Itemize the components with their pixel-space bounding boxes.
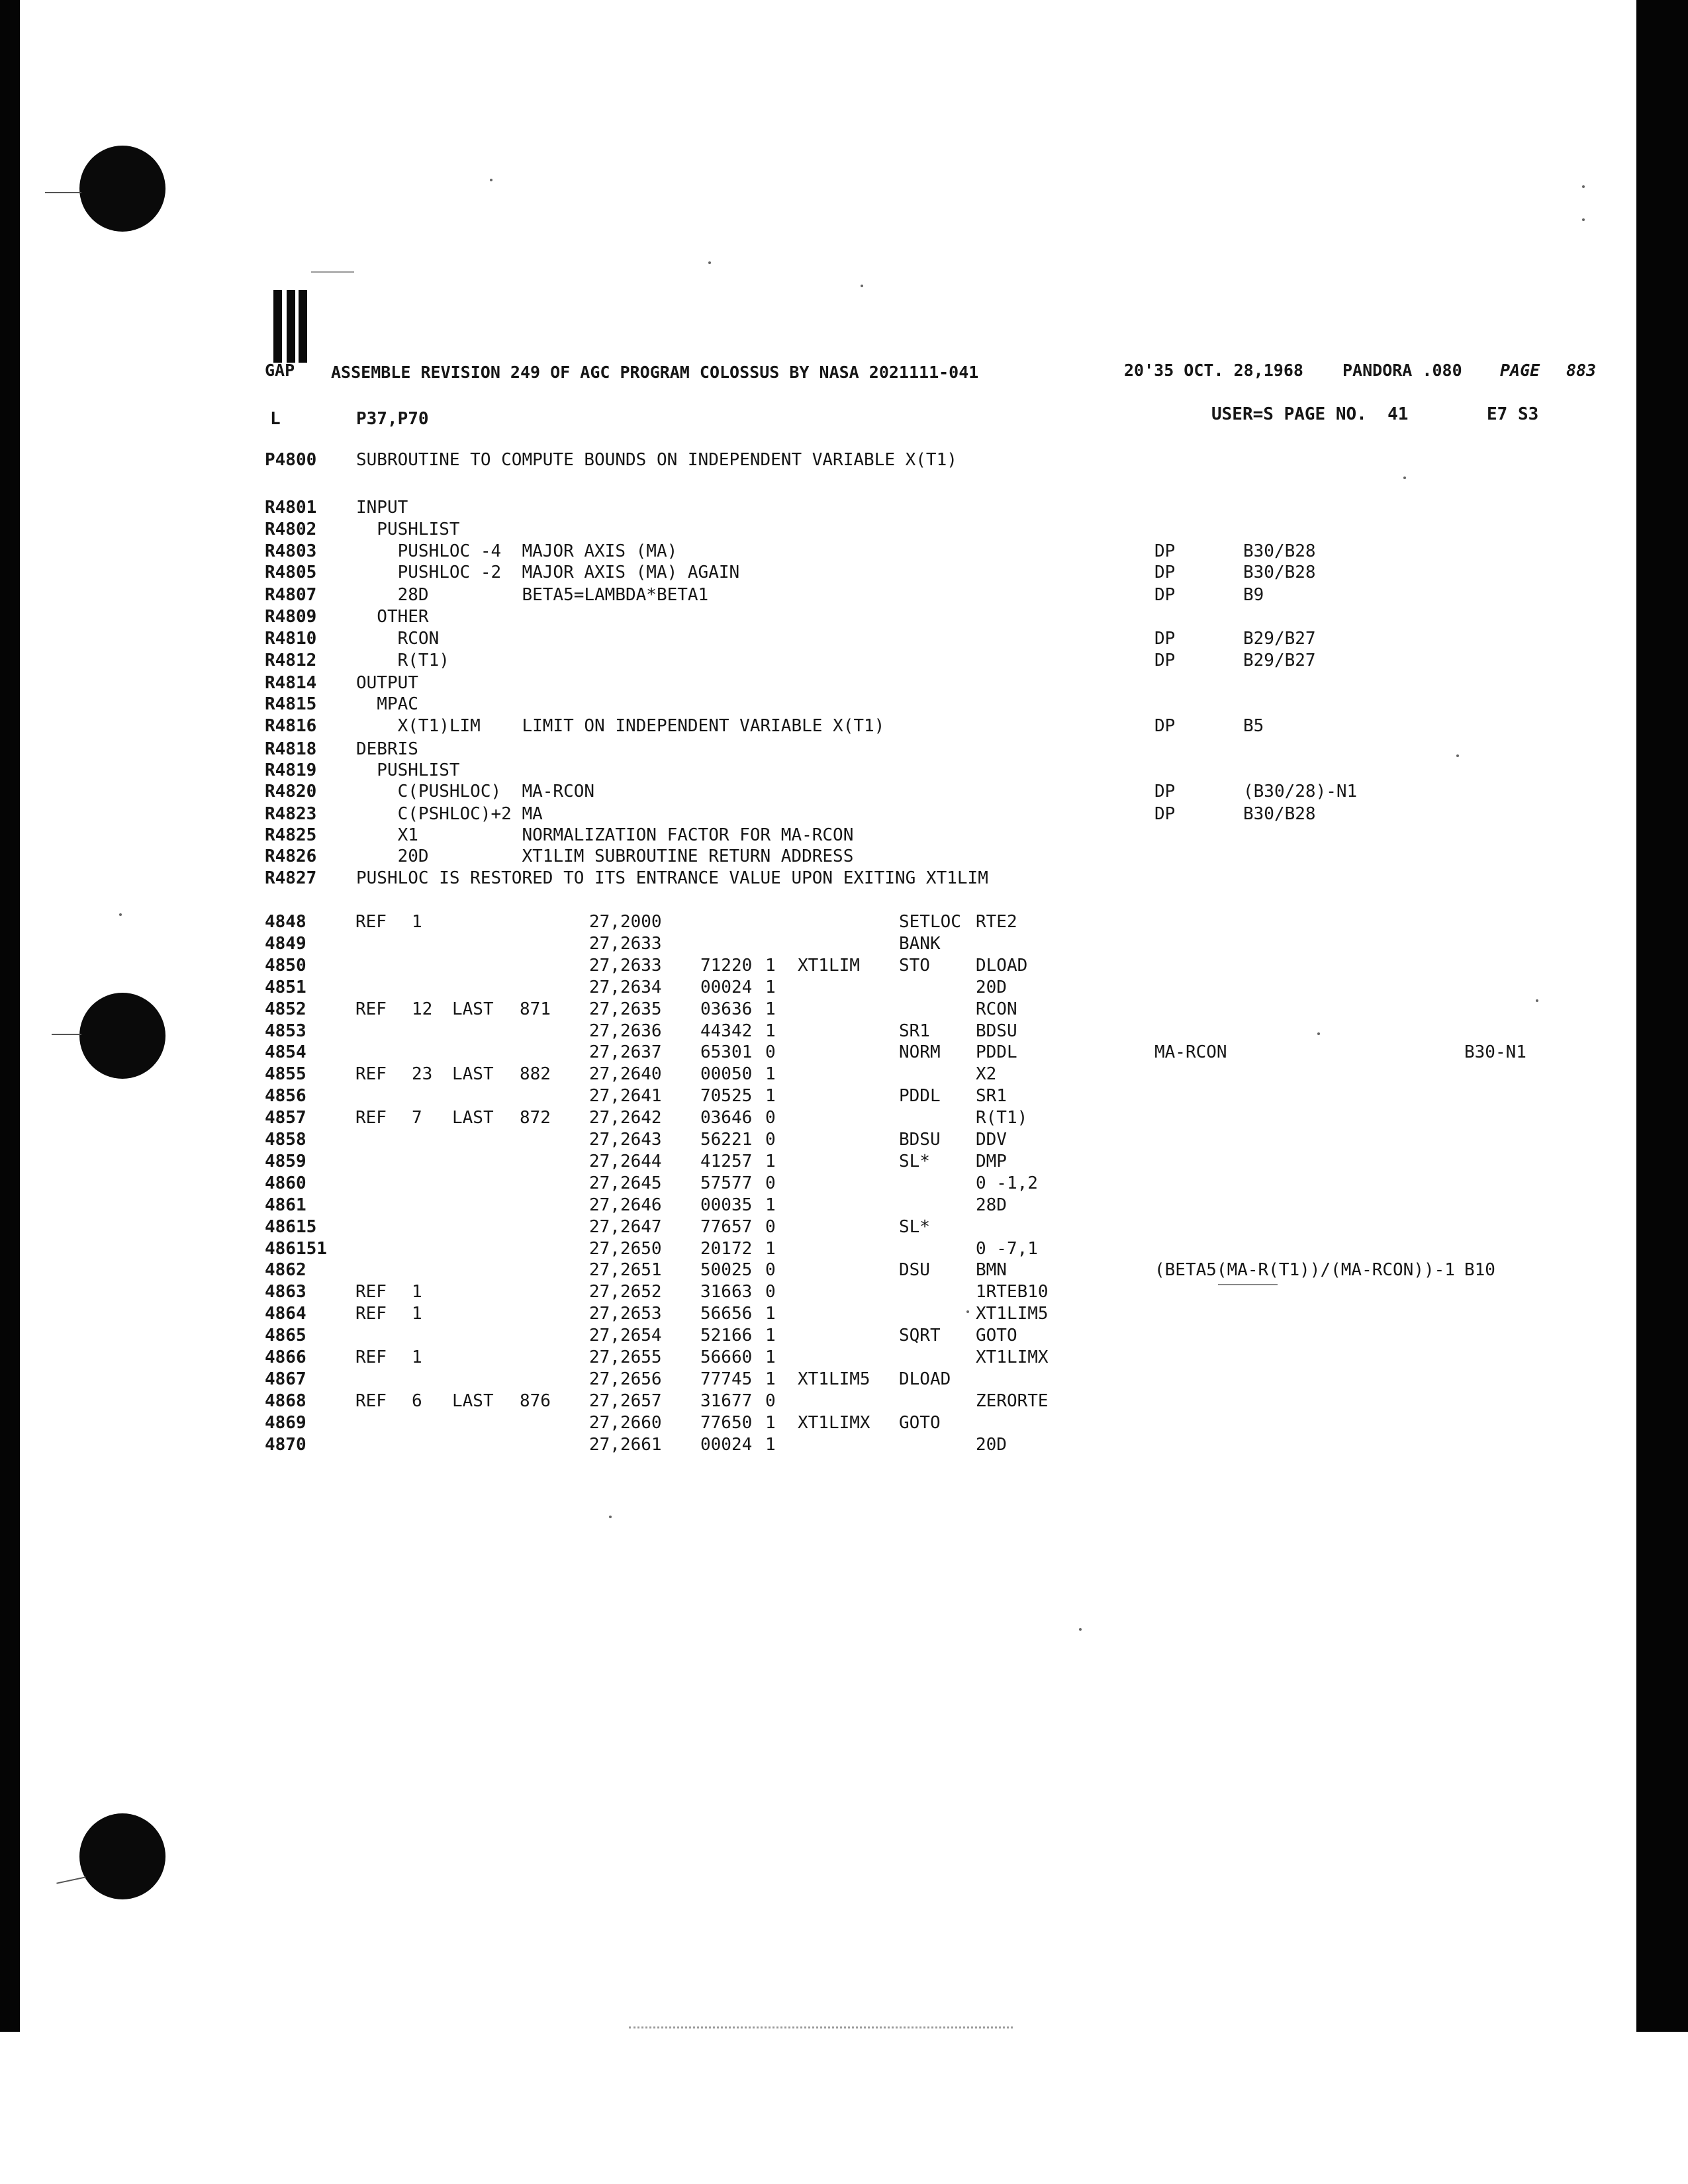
address: 27,2640 (589, 1064, 662, 1084)
operand: BDSU (976, 1021, 1017, 1041)
listing-row (0, 999, 1688, 1021)
operand: DLOAD (976, 956, 1028, 976)
remark-scale: (B30/28)-N1 (1243, 782, 1358, 801)
operand: X2 (976, 1064, 997, 1084)
remark-text: RCON (356, 629, 440, 649)
punch-hole-top (79, 146, 165, 232)
listing-row (0, 934, 1688, 956)
listing-row (0, 1347, 1688, 1369)
address: 27,2652 (589, 1282, 662, 1302)
remark-row (0, 825, 1688, 847)
listing-row (0, 1086, 1688, 1108)
line-number: 4857 (265, 1108, 306, 1128)
listing-row (0, 1217, 1688, 1239)
octal-word: 77657 (700, 1217, 753, 1237)
remark-text: SUBROUTINE TO COMPUTE BOUNDS ON INDEPENDENT VARIABLE X(T1) (356, 450, 957, 470)
octal-word: 00050 (700, 1064, 753, 1084)
word-flag: 1 (765, 1021, 776, 1041)
ref-count: 12 (412, 999, 433, 1019)
octal-word: 41257 (700, 1152, 753, 1171)
scale: B30-N1 (1464, 1042, 1526, 1062)
scan-mark (311, 271, 354, 273)
octal-word: 50025 (700, 1260, 753, 1280)
remark-text: 28D BETA5=LAMBDA*BETA1 (356, 585, 709, 605)
remark-scale: B29/B27 (1243, 629, 1316, 649)
ref-marker: REF (355, 1391, 387, 1411)
last-page: 872 (520, 1108, 551, 1128)
address: 27,2654 (589, 1326, 662, 1345)
remark-row (0, 739, 1688, 761)
line-number: 4862 (265, 1260, 306, 1280)
octal-word: 57577 (700, 1173, 753, 1193)
remark-row (0, 498, 1688, 520)
octal-word: 52166 (700, 1326, 753, 1345)
remark-row (0, 520, 1688, 541)
remark-id: R4805 (265, 563, 317, 582)
scan-speck (708, 261, 711, 264)
opcode: BDSU (899, 1130, 941, 1150)
listing-row (0, 1195, 1688, 1217)
octal-word: 03636 (700, 999, 753, 1019)
ref-marker: REF (355, 1304, 387, 1324)
remark-id: R4815 (265, 694, 317, 714)
remark-scale: B30/B28 (1243, 541, 1316, 561)
operand: 0 -7,1 (976, 1239, 1038, 1259)
last-page: 871 (520, 999, 551, 1019)
listing-row (0, 1239, 1688, 1261)
line-number: 4860 (265, 1173, 306, 1193)
label: XT1LIMX (798, 1413, 870, 1433)
header-title: ASSEMBLE REVISION 249 OF AGC PROGRAM COLOSSUS BY NASA 2021111-041 (331, 363, 979, 382)
subheader-code: P37,P70 (356, 409, 429, 429)
remark-text: INPUT (356, 498, 408, 518)
remark-text: X(T1)LIM LIMIT ON INDEPENDENT VARIABLE X(T1) (356, 716, 885, 736)
remark-id: R4809 (265, 607, 317, 627)
opcode: SQRT (899, 1326, 941, 1345)
remark-type: DP (1154, 629, 1176, 649)
remark-type: DP (1154, 585, 1176, 605)
remark-text: PUSHLOC -4 MAJOR AXIS (MA) (356, 541, 678, 561)
octal-word: 00024 (700, 978, 753, 997)
word-flag: 1 (765, 1369, 776, 1389)
listing-row (0, 912, 1688, 934)
word-flag: 1 (765, 1064, 776, 1084)
word-flag: 0 (765, 1108, 776, 1128)
opcode: SETLOC (899, 912, 961, 932)
line-number: 4864 (265, 1304, 306, 1324)
address: 27,2655 (589, 1347, 662, 1367)
opcode: BANK (899, 934, 941, 954)
remark-id: R4818 (265, 739, 317, 759)
remark-text: MPAC (356, 694, 418, 714)
scan-speck (1403, 477, 1406, 479)
listing-row (0, 1282, 1688, 1304)
line-number: 4856 (265, 1086, 306, 1106)
remark-type: DP (1154, 782, 1176, 801)
line-number: 4867 (265, 1369, 306, 1389)
remark-row (0, 673, 1688, 695)
operand: R(T1) (976, 1108, 1028, 1128)
registration-mark-icon (261, 290, 308, 363)
remark-id: R4807 (265, 585, 317, 605)
word-flag: 1 (765, 1152, 776, 1171)
line-number: 486151 (265, 1239, 327, 1259)
ref-count: 1 (412, 1282, 422, 1302)
remark-row (0, 607, 1688, 629)
remark-row (0, 563, 1688, 584)
remark-text: C(PUSHLOC) MA-RCON (356, 782, 595, 801)
last-marker: LAST (452, 1108, 494, 1128)
comment: MA-RCON (1154, 1042, 1227, 1062)
listing-row (0, 1042, 1688, 1064)
operand: SR1 (976, 1086, 1007, 1106)
last-page: 882 (520, 1064, 551, 1084)
remark-type: DP (1154, 541, 1176, 561)
remark-id: R4823 (265, 804, 317, 824)
subheader-right-code: E7 S3 (1487, 404, 1539, 424)
octal-word: 65301 (700, 1042, 753, 1062)
operand: 28D (976, 1195, 1007, 1215)
word-flag: 0 (765, 1130, 776, 1150)
header-prefix: GAP (265, 361, 295, 380)
address: 27,2647 (589, 1217, 662, 1237)
scan-speck (1582, 185, 1585, 188)
line-number: 4865 (265, 1326, 306, 1345)
line-number: 4851 (265, 978, 306, 997)
scan-speck (1582, 218, 1585, 221)
ref-marker: REF (355, 999, 387, 1019)
line-number: 48615 (265, 1217, 317, 1237)
remark-text: PUSHLOC -2 MAJOR AXIS (MA) AGAIN (356, 563, 740, 582)
line-number: 4870 (265, 1435, 306, 1455)
word-flag: 1 (765, 1304, 776, 1324)
octal-word: 56221 (700, 1130, 753, 1150)
listing-row (0, 1413, 1688, 1435)
remark-row (0, 694, 1688, 716)
remark-scale: B30/B28 (1243, 804, 1316, 824)
listing-row (0, 1369, 1688, 1391)
word-flag: 0 (765, 1042, 776, 1062)
octal-word: 20172 (700, 1239, 753, 1259)
line-number: 4854 (265, 1042, 306, 1062)
operand: RTE2 (976, 912, 1017, 932)
opcode: SR1 (899, 1021, 930, 1041)
remark-text: C(PSHLOC)+2 MA (356, 804, 543, 824)
word-flag: 1 (765, 1195, 776, 1215)
operand: XT1LIM5 (976, 1304, 1049, 1324)
remark-id: R4819 (265, 760, 317, 780)
listing-row (0, 1173, 1688, 1195)
scan-speck (490, 179, 492, 181)
remark-scale: B30/B28 (1243, 563, 1316, 582)
remark-id: R4814 (265, 673, 317, 693)
address: 27,2656 (589, 1369, 662, 1389)
opcode: GOTO (899, 1413, 941, 1433)
operand: DDV (976, 1130, 1007, 1150)
address: 27,2646 (589, 1195, 662, 1215)
listing-row (0, 1108, 1688, 1130)
last-marker: LAST (452, 1391, 494, 1411)
remark-row (0, 804, 1688, 826)
listing-row (0, 1304, 1688, 1326)
punch-hole-bottom (79, 1813, 165, 1899)
ref-count: 1 (412, 912, 422, 932)
opcode: SL* (899, 1217, 930, 1237)
remark-row (0, 629, 1688, 651)
scan-mark (45, 192, 81, 193)
listing-row (0, 1021, 1688, 1043)
scan-speck (609, 1516, 612, 1518)
opcode: PDDL (899, 1086, 941, 1106)
address: 27,2642 (589, 1108, 662, 1128)
operand: RCON (976, 999, 1017, 1019)
word-flag: 1 (765, 1326, 776, 1345)
ref-marker: REF (355, 1108, 387, 1128)
address: 27,2634 (589, 978, 662, 997)
operand: 0 -1,2 (976, 1173, 1038, 1193)
word-flag: 1 (765, 978, 776, 997)
remark-row (0, 868, 1688, 890)
header-system: PANDORA .080 (1342, 361, 1462, 380)
word-flag: 1 (765, 1239, 776, 1259)
address: 27,2637 (589, 1042, 662, 1062)
address: 27,2650 (589, 1239, 662, 1259)
remark-text: X1 NORMALIZATION FACTOR FOR MA-RCON (356, 825, 854, 845)
remark-scale: B5 (1243, 716, 1264, 736)
operand: ZERORTE (976, 1391, 1049, 1411)
line-number: 4849 (265, 934, 306, 954)
octal-word: 31677 (700, 1391, 753, 1411)
scan-bottom-dots (629, 2026, 1013, 2028)
address: 27,2643 (589, 1130, 662, 1150)
word-flag: 0 (765, 1173, 776, 1193)
last-marker: LAST (452, 1064, 494, 1084)
operand: 20D (976, 978, 1007, 997)
operand: GOTO (976, 1326, 1017, 1345)
address: 27,2635 (589, 999, 662, 1019)
word-flag: 0 (765, 1391, 776, 1411)
address: 27,2633 (589, 934, 662, 954)
line-number: 4863 (265, 1282, 306, 1302)
ref-marker: REF (355, 1282, 387, 1302)
header-page-label: PAGE (1500, 361, 1540, 380)
remark-id: R4803 (265, 541, 317, 561)
label: XT1LIM (798, 956, 860, 976)
octal-word: 44342 (700, 1021, 753, 1041)
address: 27,2000 (589, 912, 662, 932)
remark-id: R4812 (265, 651, 317, 670)
line-number: 4861 (265, 1195, 306, 1215)
opcode: DLOAD (899, 1369, 951, 1389)
remark-text: 20D XT1LIM SUBROUTINE RETURN ADDRESS (356, 846, 854, 866)
ref-marker: REF (355, 1064, 387, 1084)
operand: DMP (976, 1152, 1007, 1171)
line-number: 4852 (265, 999, 306, 1019)
ref-count: 7 (412, 1108, 422, 1128)
listing-row (0, 1260, 1688, 1282)
comment: (BETA5(MA-R(T1))/(MA-RCON))-1 (1154, 1260, 1455, 1280)
remark-id: R4820 (265, 782, 317, 801)
remark-type: DP (1154, 804, 1176, 824)
ref-count: 6 (412, 1391, 422, 1411)
address: 27,2644 (589, 1152, 662, 1171)
listing-row (0, 1435, 1688, 1457)
opcode: NORM (899, 1042, 941, 1062)
address: 27,2645 (589, 1173, 662, 1193)
remark-text: OTHER (356, 607, 429, 627)
last-marker: LAST (452, 999, 494, 1019)
line-number: 4850 (265, 956, 306, 976)
header-timestamp: 20'35 OCT. 28,1968 (1124, 361, 1303, 380)
word-flag: 1 (765, 956, 776, 976)
opcode: SL* (899, 1152, 930, 1171)
remark-id: P4800 (265, 450, 317, 470)
line-number: 4855 (265, 1064, 306, 1084)
remark-row (0, 782, 1688, 803)
word-flag: 0 (765, 1282, 776, 1302)
listing-row (0, 1064, 1688, 1086)
ref-marker: REF (355, 912, 387, 932)
remark-row (0, 716, 1688, 738)
word-flag: 1 (765, 999, 776, 1019)
subheader-user-page: USER=S PAGE NO. 41 (1211, 404, 1409, 424)
octal-word: 70525 (700, 1086, 753, 1106)
listing-row (0, 1326, 1688, 1347)
scan-speck (861, 285, 863, 287)
remark-text: OUTPUT (356, 673, 418, 693)
remark-id: R4801 (265, 498, 317, 518)
octal-word: 00024 (700, 1435, 753, 1455)
word-flag: 1 (765, 1413, 776, 1433)
ref-count: 1 (412, 1304, 422, 1324)
remark-id: R4825 (265, 825, 317, 845)
line-number: 4848 (265, 912, 306, 932)
line-number: 4868 (265, 1391, 306, 1411)
word-flag: 1 (765, 1435, 776, 1455)
listing-row (0, 1130, 1688, 1152)
scale: B10 (1464, 1260, 1495, 1280)
last-page: 876 (520, 1391, 551, 1411)
octal-word: 56660 (700, 1347, 753, 1367)
address: 27,2657 (589, 1391, 662, 1411)
address: 27,2651 (589, 1260, 662, 1280)
operand: PDDL (976, 1042, 1017, 1062)
operand: 1RTEB10 (976, 1282, 1049, 1302)
address: 27,2636 (589, 1021, 662, 1041)
line-number: 4853 (265, 1021, 306, 1041)
line-number: 4859 (265, 1152, 306, 1171)
octal-word: 00035 (700, 1195, 753, 1215)
operand: XT1LIMX (976, 1347, 1049, 1367)
line-number: 4858 (265, 1130, 306, 1150)
ref-count: 1 (412, 1347, 422, 1367)
listing-row (0, 956, 1688, 978)
listing-row (0, 978, 1688, 999)
ref-count: 23 (412, 1064, 433, 1084)
remark-row (0, 651, 1688, 672)
scan-speck (1079, 1628, 1082, 1631)
address: 27,2641 (589, 1086, 662, 1106)
opcode: DSU (899, 1260, 930, 1280)
label: XT1LIM5 (798, 1369, 870, 1389)
operand: 20D (976, 1435, 1007, 1455)
remark-type: DP (1154, 563, 1176, 582)
octal-word: 03646 (700, 1108, 753, 1128)
remark-id: R4810 (265, 629, 317, 649)
address: 27,2633 (589, 956, 662, 976)
address: 27,2660 (589, 1413, 662, 1433)
line-number: 4866 (265, 1347, 306, 1367)
remark-scale: B29/B27 (1243, 651, 1316, 670)
remark-text: PUSHLIST (356, 760, 460, 780)
remark-row (0, 541, 1688, 563)
remark-id: R4816 (265, 716, 317, 736)
operand: BMN (976, 1260, 1007, 1280)
remark-id: R4827 (265, 868, 317, 888)
remark-text: DEBRIS (356, 739, 418, 759)
remark-row (0, 760, 1688, 782)
listing-row (0, 1391, 1688, 1413)
word-flag: 0 (765, 1260, 776, 1280)
opcode: STO (899, 956, 930, 976)
remark-text: R(T1) (356, 651, 449, 670)
octal-word: 71220 (700, 956, 753, 976)
subheader-letter: L (270, 409, 281, 429)
remark-id: R4826 (265, 846, 317, 866)
octal-word: 31663 (700, 1282, 753, 1302)
listing-row (0, 1152, 1688, 1173)
octal-word: 56656 (700, 1304, 753, 1324)
ref-marker: REF (355, 1347, 387, 1367)
line-number: 4869 (265, 1413, 306, 1433)
remark-scale: B9 (1243, 585, 1264, 605)
address: 27,2653 (589, 1304, 662, 1324)
word-flag: 1 (765, 1086, 776, 1106)
scan-mark (56, 1876, 85, 1884)
word-flag: 0 (765, 1217, 776, 1237)
word-flag: 1 (765, 1347, 776, 1367)
header-page-number: 883 (1566, 361, 1597, 380)
remark-text: PUSHLOC IS RESTORED TO ITS ENTRANCE VALUE UPON EXITING XT1LIM (356, 868, 988, 888)
address: 27,2661 (589, 1435, 662, 1455)
octal-word: 77745 (700, 1369, 753, 1389)
remark-row (0, 585, 1688, 607)
octal-word: 77650 (700, 1413, 753, 1433)
remark-row (0, 846, 1688, 868)
remark-type: DP (1154, 716, 1176, 736)
remark-type: DP (1154, 651, 1176, 670)
remark-id: R4802 (265, 520, 317, 539)
remark-text: PUSHLIST (356, 520, 460, 539)
remark-row (0, 450, 1688, 472)
